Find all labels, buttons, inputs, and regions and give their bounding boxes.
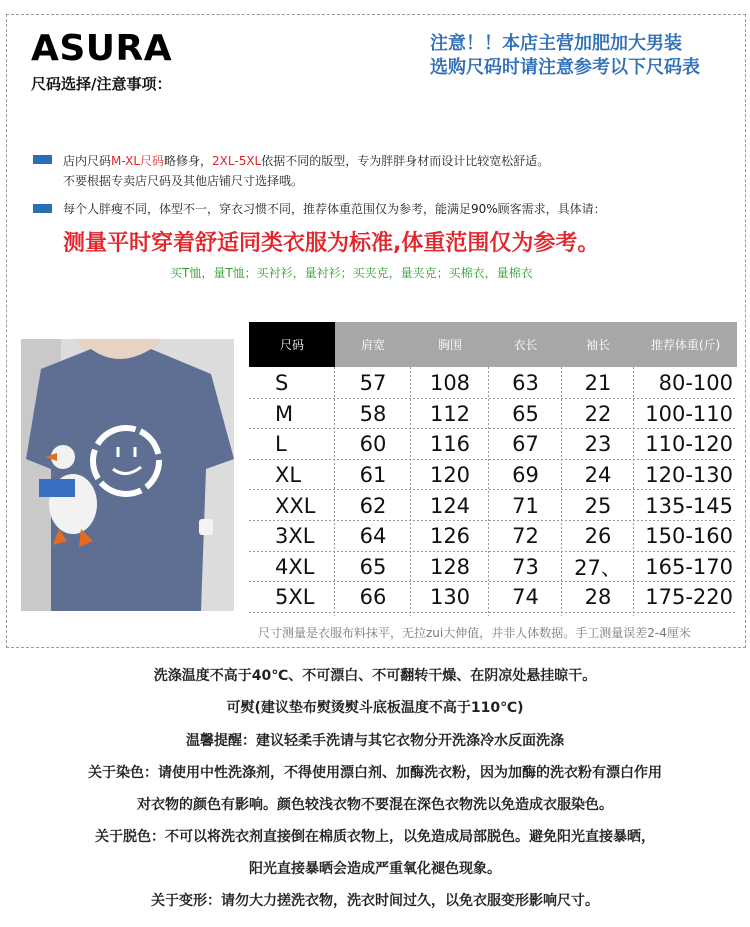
table-cell: 120-130 — [645, 463, 733, 488]
table-header-cell: 肩宽 — [335, 322, 411, 367]
table-cell: 57 — [359, 371, 387, 396]
care-line: 可熨(建议垫布熨烫熨斗底板温度不高于110℃) — [226, 700, 524, 716]
table-cell: 58 — [359, 401, 387, 426]
table-cell: 128 — [429, 554, 471, 579]
table-cell: 62 — [359, 493, 387, 518]
table-cell: 21 — [584, 371, 612, 396]
bullet-marker — [33, 204, 52, 213]
care-line: 阳光直接暴晒会造成严重氧化褪色现象。 — [249, 861, 501, 877]
table-cell: S — [275, 371, 289, 396]
table-cell: 67 — [512, 432, 539, 457]
table-cell: 124 — [429, 493, 471, 518]
table-cell: XXL — [275, 493, 316, 518]
table-cell: 73 — [512, 554, 539, 579]
table-cell: 71 — [512, 493, 539, 518]
table-cell: M — [275, 401, 294, 426]
notice-line-2: 选购尺码时请注意参考以下尺码表 — [430, 57, 700, 78]
table-cell: 112 — [429, 401, 471, 426]
care-line: 关于染色：请使用中性洗涤剂，不得使用漂白剂、加酶洗衣粉，因为加酶的洗衣粉有漂白作用 — [88, 765, 662, 781]
table-cell: 66 — [359, 585, 387, 610]
table-cell: 165-170 — [645, 554, 733, 579]
table-cell: 65 — [359, 554, 387, 579]
notice-line-1: 注意！！本店主营加肥加大男装 — [430, 33, 682, 54]
table-cell: 4XL — [275, 554, 315, 579]
table-header-cell: 胸围 — [411, 322, 489, 367]
table-cell: 130 — [429, 585, 471, 610]
table-cell: 74 — [512, 585, 539, 610]
note-line-1: 店内尺码M-XL尺码略修身，2XL-5XL依据不同的版型，专为胖胖身材而设计比较宽松舒适。 — [63, 154, 550, 168]
page-subtitle: 尺码选择/注意事项： — [31, 75, 172, 93]
table-cell: 5XL — [275, 585, 315, 610]
note-line-3: 每个人胖瘦不同，体型不一，穿衣习惯不同，推荐体重范围仅为参考，能满足90%顾客需求，具体请： — [63, 202, 606, 216]
table-cell: 27、 — [574, 555, 622, 580]
table-header-cell: 袖长 — [562, 322, 634, 367]
table-cell: 126 — [429, 524, 471, 549]
table-cell: 63 — [512, 371, 539, 396]
table-footnote: 尺寸测量是衣服布料抹平，无拉zui大伸值，并非人体数据。手工测量误差2-4厘米 — [258, 626, 691, 640]
note-line-2: 不要根据专卖店尺码及其他店铺尺寸选择哦。 — [63, 174, 304, 188]
table-cell: 116 — [429, 432, 471, 457]
care-line: 洗涤温度不高于40℃、不可漂白、不可翻转干燥、在阴凉处悬挂晾干。 — [153, 668, 597, 684]
table-cell: 108 — [429, 371, 471, 396]
care-line: 关于变形：请勿大力搓洗衣物，洗衣时间过久，以免衣服变形影响尺寸。 — [151, 893, 599, 909]
table-header-cell: 衣长 — [489, 322, 562, 367]
measure-emphasis: 测量平时穿着舒适同类衣服为标准,体重范围仅为参考。 — [63, 231, 600, 256]
measure-tips: 买T恤，量T恤；买衬衫，量衬衫；买夹克，量夹克；买棉衣，量棉衣 — [170, 266, 533, 280]
table-cell: 25 — [584, 493, 612, 518]
bullet-marker — [33, 155, 52, 164]
table-cell: 65 — [512, 401, 539, 426]
table-cell: 61 — [359, 463, 387, 488]
table-cell: 64 — [359, 524, 387, 549]
table-cell: 110-120 — [645, 432, 733, 457]
brand-logo: ASURA — [31, 28, 173, 69]
care-line: 温馨提醒：建议轻柔手洗请与其它衣物分开洗涤冷水反面洗涤 — [186, 733, 564, 749]
table-header-cell: 推荐体重(斤) — [634, 322, 737, 367]
table-cell: XL — [275, 463, 302, 488]
table-cell: 120 — [429, 463, 471, 488]
table-cell: 175-220 — [645, 585, 733, 610]
table-cell: 3XL — [275, 524, 315, 549]
care-line: 关于脱色：不可以将洗衣剂直接倒在棉质衣物上，以免造成局部脱色。避免阳光直接暴晒， — [95, 829, 655, 845]
table-cell: 28 — [584, 585, 612, 610]
table-cell: 22 — [584, 401, 612, 426]
table-header-cell: 尺码 — [249, 322, 335, 367]
table-cell: 24 — [584, 463, 612, 488]
table-cell: 26 — [584, 524, 612, 549]
table-cell: 100-110 — [645, 401, 733, 426]
product-photo — [21, 339, 234, 611]
table-cell: 150-160 — [645, 524, 733, 549]
table-cell: 60 — [359, 432, 387, 457]
table-cell: 23 — [584, 432, 612, 457]
table-cell: 80-100 — [658, 371, 733, 396]
table-cell: 72 — [512, 524, 539, 549]
notice-banner — [430, 32, 700, 80]
size-table — [249, 322, 737, 616]
table-cell: 69 — [512, 463, 539, 488]
table-cell: L — [275, 432, 287, 457]
table-cell: 135-145 — [645, 493, 733, 518]
care-line: 对衣物的颜色有影响。颜色较浅衣物不要混在深色衣物洗以免造成衣服染色。 — [137, 797, 613, 813]
